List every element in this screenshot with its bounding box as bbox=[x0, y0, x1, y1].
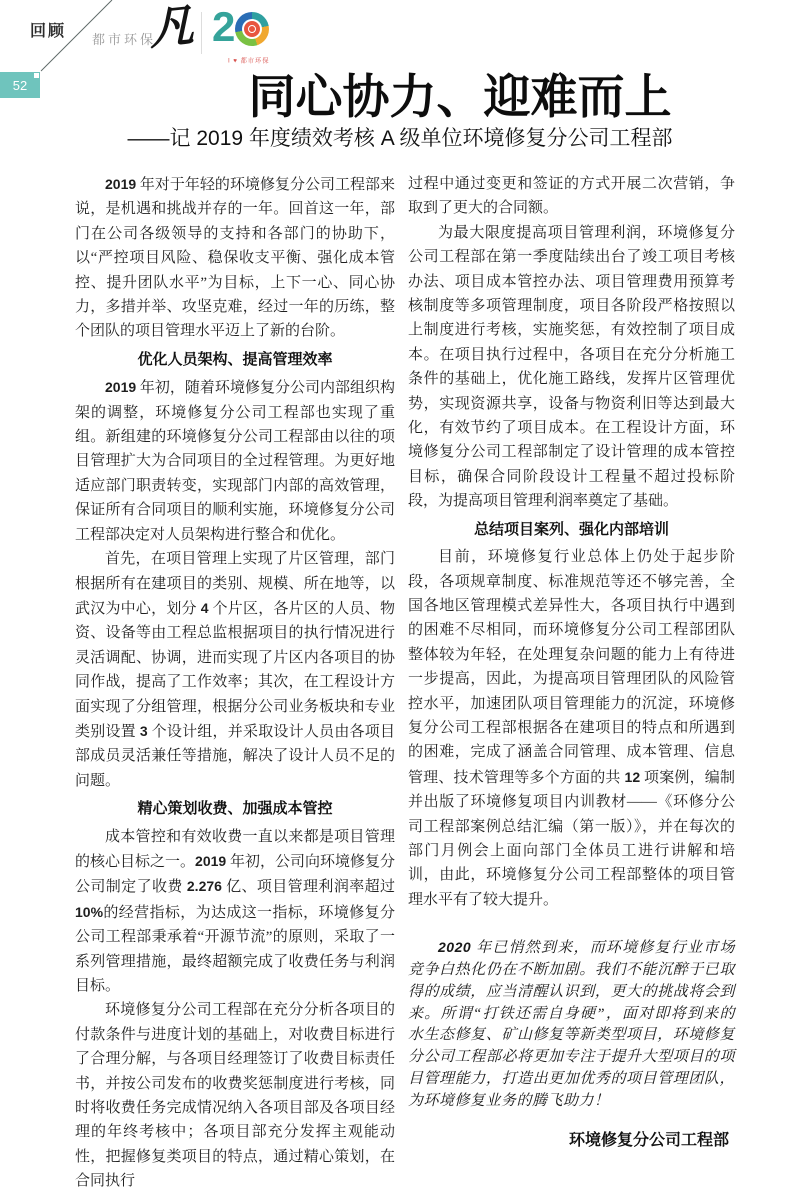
left-column bbox=[75, 172, 395, 1194]
page-number: 52 bbox=[12, 77, 28, 93]
right-column bbox=[408, 172, 735, 1153]
section-label: 回顾 bbox=[30, 23, 67, 40]
section-heading: 精心策划收费、加强成本管控 bbox=[137, 800, 333, 818]
article-body bbox=[75, 172, 735, 1194]
bold-number: 4 bbox=[200, 599, 209, 616]
section-heading: 总结项目案列、强化内部培训 bbox=[473, 520, 669, 538]
calligraphy-logo: 凡 bbox=[149, 0, 195, 55]
article-title: 同心协力、迎难而上 bbox=[248, 70, 672, 123]
anniversary-zero-ring-icon bbox=[235, 12, 269, 46]
body-paragraph: 过程中通过变更和签证的方式开展二次营销，争取到了更大的合同额。 bbox=[408, 176, 735, 217]
bold-number: 3 bbox=[139, 722, 148, 739]
body-paragraph: 2019 年初，随着环境修复分公司内部组织构架的调整，环境修复分公司工程部也实现了重组。新组建的环境修复分公司工程部由以往的项目管理扩大为合同项目的全过程管理。为更好地适应部门职责转变，实现部门内部的高效管理，保证所有合同项目的顺利实施，环境修复分公司工程部决定对人员架构进行整合和优化。 bbox=[75, 379, 395, 543]
body-paragraph: 2019 年对于年轻的环境修复分公司工程部来说，是机遇和挑战并存的一年。回首这一年，部门在公司各级领导的支持和各部门的协助下，以“严控项目风险、稳保收支平衡、强化成本管控、提升团队水平”为目标，上下一心、同心协力，多措并举、攻坚克难，经过一年的历练，整个团队的项目管理水平迈上了新的台阶。 bbox=[75, 176, 395, 340]
bold-number: 2020 bbox=[438, 939, 472, 956]
bold-number: 2019 bbox=[195, 852, 227, 869]
bold-number: 2.276 bbox=[186, 878, 222, 895]
anniversary-tagline: I ♥ 都市环保 bbox=[228, 57, 270, 65]
page-number-badge bbox=[0, 72, 40, 98]
badge-notch bbox=[34, 73, 39, 78]
body-paragraph: 成本管控和有效收费一直以来都是项目管理的核心目标之一。2019 年初，公司向环境修复分公司制定了收费 2.276 亿、项目管理利润率超过 10%的经营指标，为达成这一指标，环境修复分公司工程部秉承着“开源节流”的原则，采取了一系列管理措施，最终超额完成了收费任务与利润目标。 bbox=[75, 828, 395, 994]
bold-number: 12 bbox=[624, 768, 641, 785]
magazine-name: 都市环保 bbox=[92, 32, 157, 47]
closing-paragraph: 2020 年已悄然到来，而环境修复行业市场竞争白热化仍在不断加剧。我们不能沉醉于已取得的成绩，应当清醒认识到，更大的挑战将会到来。所谓“打铁还需自身硬”，面对即将到来的水生态修复、矿山修复等新类型项目，环境修复分公司工程部必将更加专注于提升大型项目的项目管理能力，打造出更加优秀的项目管理团队，为环境修复业务的腾飞助力！ bbox=[408, 939, 735, 1109]
body-paragraph: 首先，在项目管理上实现了片区管理，部门根据所有在建项目的类别、规模、所在地等，以武汉为中心，划分 4 个片区，各片区的人员、物资、设备等由工程总监根据项目的执行情况进行灵活调配、协调，进而实现了片区内各项目的协同作战，提高了工作效率；其次，在工程设计方面实现了分组管理，根据分公司业务板块和专业类别设置 3 个设计组，并采取设计人员由各项目部成员灵活兼任等措施，解决了设计人员不足的问题。 bbox=[75, 551, 395, 789]
bold-number: 2019 bbox=[105, 379, 137, 396]
masthead-divider bbox=[201, 12, 202, 54]
bold-number: 2019 bbox=[105, 176, 137, 192]
ring-center-dot bbox=[244, 21, 260, 37]
anniversary-20-logo bbox=[212, 3, 282, 65]
bold-number: 10% bbox=[75, 903, 104, 920]
body-paragraph: 目前，环境修复行业总体上仍处于起步阶段，各项规章制度、标准规范等还不够完善，全国各地区管理模式差异性大，各项目执行中遇到的困难不尽相同，而环境修复分公司工程部团队整体较为年轻，在处理复杂问题的能力上有待进一步提高，因此，为提高项目管理团队的风险管控水平，加速团队项目管理能力的沉淀，环境修复分公司工程部根据各在建项目的特点和所遇到的困难，完成了涵盖合同管理、成本管理、信息管理、技术管理等多个方面的共 12 项案例，编制并出版了环境修复项目内训教材——《环修分公司工程部案例总结汇编（第一版）》，并在每次的部门月例会上面向部门全体员工进行讲解和培训，由此，环境修复分公司工程部整体的项目管理水平有了较大提升。 bbox=[408, 549, 735, 908]
article-subtitle: ——记 2019 年度绩效考核 A 级单位环境修复分公司工程部 bbox=[127, 127, 673, 150]
body-paragraph: 环境修复分公司工程部在充分分析各项目的付款条件与进度计划的基础上，对收费目标进行了合理分解，与各项目经理签订了收费目标责任书，并按公司发布的收费奖惩制度进行考核，同时将收费任务完成情况纳入各项目部及各项目经理的年终考核中；各项目部充分发挥主观能动性，把握修复类项目的特点，通过精心策划，在合同执行 bbox=[75, 1002, 395, 1190]
section-heading: 优化人员架构、提高管理效率 bbox=[137, 350, 333, 368]
signature: 环境修复分公司工程部 bbox=[568, 1131, 729, 1149]
body-paragraph: 为最大限度提高项目管理利润，环境修复分公司工程部在第一季度陆续出台了竣工项目考核办法、项目成本管控办法、项目管理费用预算考核制度等多项管理制度，项目各阶段严格按照以上制度进行考核，实施奖惩，有效控制了项目成本。在项目执行过程中，各项目在充分分析施工条件的基础上，优化施工路线，发挥片区管理优势，实现资源共享，设备与物资利旧等达到最大化，有效节约了项目成本。在工程设计方面，环境修复分公司工程部制定了设计管理的成本管控目标，确保合同阶段设计工程量不超过投标阶段，为提高项目管理利润率奠定了基础。 bbox=[408, 224, 735, 510]
anniversary-digit-2: 2 bbox=[212, 3, 236, 50]
